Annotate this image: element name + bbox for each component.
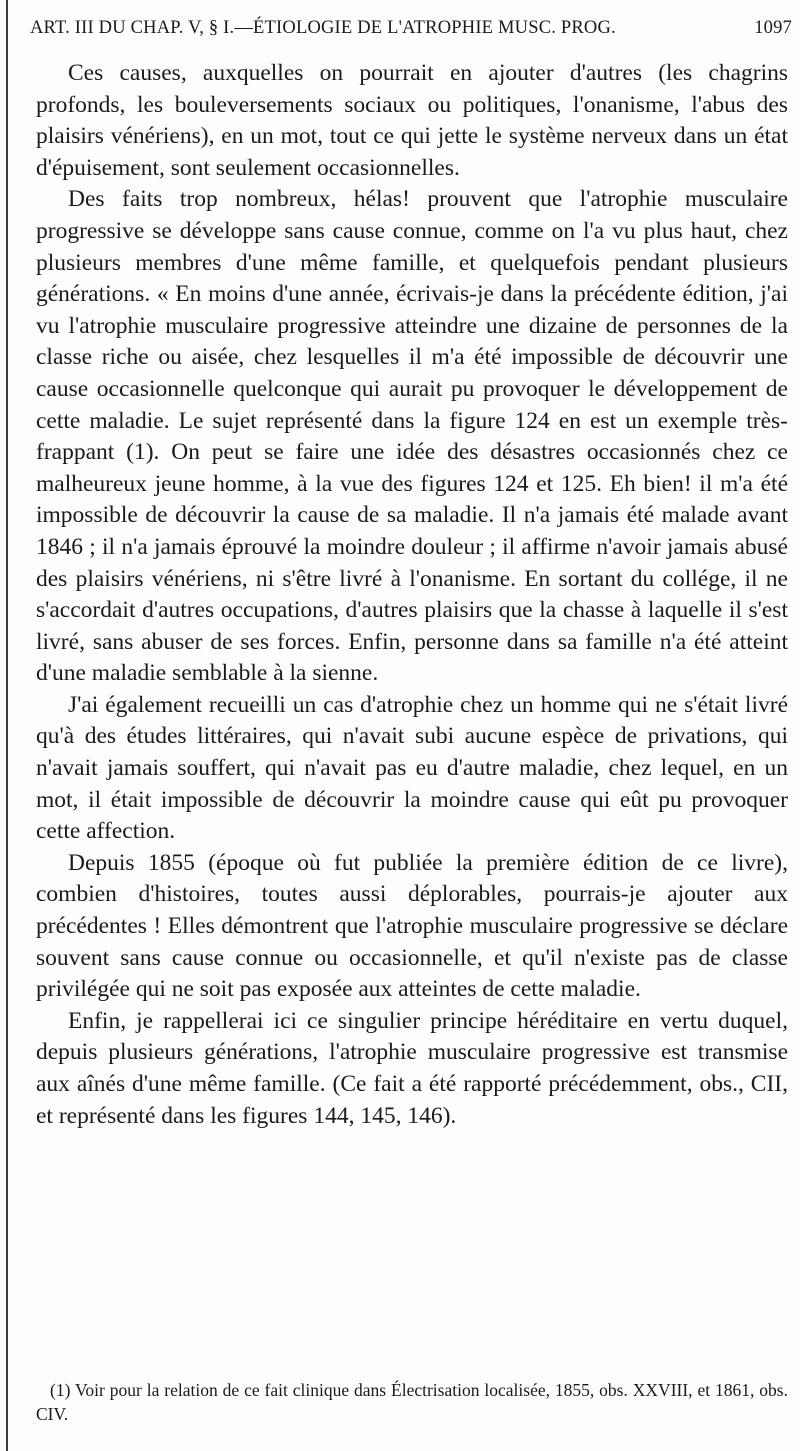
binding-edge	[6, 0, 8, 1451]
footnotes	[36, 1378, 788, 1426]
paragraph-causes: Ces causes, auxquelles on pourrait en ajouter d'autres (les chagrins profonds, les bouleversements sociaux ou politiques, l'onanisme, l'abus des plaisirs vénériens), en un mot, tout ce qui jette le système nerveux dans un état d'épuisement, sont seulement occasionnelles.	[36, 60, 788, 181]
page-number: 1097	[754, 18, 792, 38]
footnote-1: (1) Voir pour la relation de ce fait clinique dans Électrisation localisée, 1855, obs. XXVIII, et 1861, obs. CIV.	[36, 1380, 788, 1424]
running-header	[30, 18, 792, 39]
body-text	[36, 58, 788, 1132]
running-header-title: ART. III DU CHAP. V, § I.—ÉTIOLOGIE DE L'ATROPHIE MUSC. PROG.	[30, 18, 616, 38]
paragraph-faits-nombreux: Des faits trop nombreux, hélas! prouvent que l'atrophie musculaire progressive se développe sans cause connue, comme on l'a vu plus haut, chez plusieurs membres d'une même famille, et quelquefois pendant plusieurs générations. « En moins d'une année, écrivais-je dans la précédente édition, j'ai vu l'atrophie musculaire progressive atteindre une dizaine de personnes de la classe riche ou aisée, chez lesquelles il m'a été impossible de découvrir une cause occasionnelle quelconque qui aurait pu provoquer le développement de cette maladie. Le sujet représenté dans la figure 124 en est un exemple très-frappant (1). On peut se faire une idée des désastres occasionnés chez ce malheureux jeune homme, à la vue des figures 124 et 125. Eh bien! il m'a été impossible de découvrir la cause de sa maladie. Il n'a jamais été malade avant 1846 ; il n'a jamais éprouvé la moindre douleur ; il affirme n'avoir jamais abusé des plaisirs vénériens, ni s'être livré à l'onanisme. En sortant du collége, il ne s'accordait d'autres occupations, d'autres plaisirs que la chasse à laquelle il s'est livré, sans abuser de ses forces. Enfin, personne dans sa famille n'a été atteint d'une maladie semblable à la sienne.	[36, 186, 788, 687]
paragraph-cas-atrophie: J'ai également recueilli un cas d'atrophie chez un homme qui ne s'était livré qu'à des études littéraires, qui n'avait subi aucune espèce de privations, qui n'avait jamais souffert, qui n'avait pas eu d'autre maladie, chez lequel, en un mot, il était impossible de découvrir la moindre cause qui eût pu provoquer cette affection.	[36, 691, 788, 845]
paragraph-depuis-1855: Depuis 1855 (époque où fut publiée la première édition de ce livre), combien d'histoires, toutes aussi déplorables, pourrais-je ajouter aux précédentes ! Elles démontrent que l'atrophie musculaire progressive se déclare souvent sans cause connue ou occasionnelle, et qu'il n'existe pas de classe privilégée qui ne soit pas exposée aux atteintes de cette maladie.	[36, 849, 788, 1003]
paragraph-principe-hereditaire: Enfin, je rappellerai ici ce singulier principe héréditaire en vertu duquel, depuis plusieurs générations, l'atrophie musculaire progressive est transmise aux aînés d'une même famille. (Ce fait a été rapporté précédemment, obs., CII, et représenté dans les figures 144, 145, 146).	[36, 1007, 788, 1129]
